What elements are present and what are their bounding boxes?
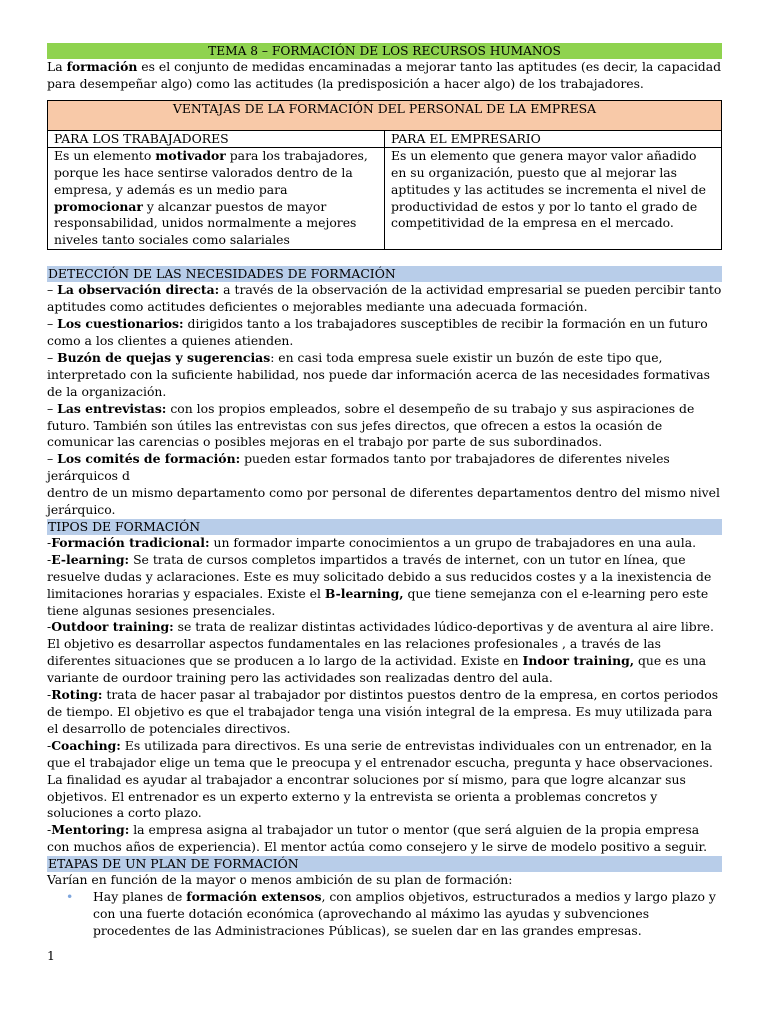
item-text: dirigidos tanto a los trabajadores susceptibles de recibir la formación en un futuro como a los clientes a quienes atienden. [47, 316, 708, 348]
intro-bold: formación [66, 59, 138, 74]
dash: – [47, 316, 58, 332]
dash: - [47, 737, 52, 753]
section-heading-tipos: TIPOS DE FORMACIÓN [47, 519, 722, 535]
item-text: : en casi toda empresa suele existir un buzón de este tipo que, interpretado con la suficiente habilidad, nos puede dar información acerca de las necesidades formativas de la organización. [47, 349, 711, 399]
item-term: E-learning: [51, 551, 130, 567]
tipo-item-elearning [47, 552, 722, 620]
item-term: La observación directa: [57, 282, 220, 298]
item-term: Las entrevistas: [57, 400, 167, 416]
dash: – [47, 400, 58, 416]
item-text: trata de hacer pasar al trabajador por distintos puestos dentro de la empresa, en cortos periodos de tiempo. El objetivo es que el trabajador tenga una visión integral de la empresa. Es muy utilizada para el desarrollo de potenciales directivos. [47, 687, 719, 736]
tipo-item-roting [47, 687, 722, 738]
intro-text: La [47, 59, 67, 74]
item-text: Se trata de cursos completos impartidos a través de internet, con un tutor en línea, que resuelve dudas y aclaraciones. Este es muy solicitado debido a sus reducidos costes y a la inexistencia de limitaciones horarias y espaciales. Existe el [47, 551, 712, 601]
list-item [93, 889, 722, 940]
cell-text: y alcanzar puestos de mayor responsabilidad, unidos normalmente a mejores niveles tanto sociales como salariales [54, 198, 357, 248]
dash: - [47, 687, 52, 703]
item-term: Los cuestionarios: [57, 316, 184, 332]
item-text: pueden estar formados tanto por trabajadores de diferentes niveles jerárquicos d [47, 451, 670, 484]
dash: - [47, 822, 52, 838]
section-heading-etapas: ETAPAS DE UN PLAN DE FORMACIÓN [47, 856, 722, 872]
detection-item-entrevistas [47, 401, 722, 452]
cell-bold: promocionar [54, 198, 143, 214]
tipo-item-coaching [47, 738, 722, 823]
dash: - [47, 534, 52, 550]
dash: - [47, 619, 52, 635]
page-title: TEMA 8 – FORMACIÓN DE LOS RECURSOS HUMANOS [47, 43, 722, 59]
column-header-workers: PARA LOS TRABAJADORES [48, 130, 385, 147]
dash: – [47, 451, 58, 467]
item-text: un formador imparte conocimientos a un grupo de trabajadores en una aula. [209, 534, 697, 550]
cell-text: Es un elemento [54, 147, 156, 163]
workers-cell [48, 147, 385, 249]
page-number: 1 [47, 948, 55, 963]
dash: - [47, 551, 52, 567]
detection-item-observacion [47, 282, 722, 316]
tipo-item-mentoring [47, 822, 722, 856]
detection-item-comites [47, 451, 722, 485]
intro-text: es el conjunto de medidas encaminadas a mejorar tanto las aptitudes (es decir, la capacidad para desempeñar algo) como las actitudes (la predisposición a hacer algo) de los trabajadores. [47, 59, 722, 91]
intro-paragraph [47, 59, 722, 93]
item-term: Outdoor training: [51, 619, 174, 635]
item-term: Los comités de formación: [57, 451, 241, 467]
employer-cell: Es un elemento que genera mayor valor añadido en su organización, puesto que al mejorar las aptitudes y las actitudes se incrementa el nivel de productividad de estos y por lo tanto el grado de competitividad de la empresa en el mercado. [385, 147, 722, 249]
advantages-heading: VENTAJAS DE LA FORMACIÓN DEL PERSONAL DE LA EMPRESA [48, 100, 722, 130]
item-text: Es utilizada para directivos. Es una serie de entrevistas individuales con un entrenador, en la que el trabajador elige un tema que le preocupa y el entrenador escucha, pregunta y hace observaciones. La finalidad es ayudar al trabajador a encontrar soluciones por sí mismo, para que logre alcanzar sus objetivos. El entrenador es un experto externo y la entrevista se orienta a problemas concretos y soluciones a corto plazo. [47, 737, 713, 821]
section-heading-detection: DETECCIÓN DE LAS NECESIDADES DE FORMACIÓN [47, 266, 722, 282]
detection-item-cuestionarios [47, 316, 722, 350]
detection-item-comites-cont: dentro de un mismo departamento como por personal de diferentes departamentos dentro del mismo nivel jerárquico. [47, 485, 720, 518]
etapas-intro: Varían en función de la mayor o menos ambición de su plan de formación: [47, 872, 513, 888]
item-term: Coaching: [51, 737, 121, 753]
advantages-table [47, 100, 722, 250]
dash: – [47, 282, 58, 298]
item-term: Formación tradicional: [51, 534, 210, 550]
item-text: con los propios empleados, sobre el desempeño de su trabajo y sus aspiraciones de futuro. También son útiles las entrevistas con sus jefes directos, que ofrecen a estos la ocasión de comunicar las carencias o posibles mejoras en el trabajo por parte de sus subordinados. [47, 400, 695, 450]
item-text: a través de la observación de la actividad empresarial se pueden percibir tanto aptitudes como actitudes deficientes o mejorables mediante una adecuada formación. [47, 282, 722, 315]
dash: – [47, 349, 58, 365]
cell-text: para los trabajadores, porque les hace sentirse valorados dentro de la empresa, y además es un medio para [54, 147, 368, 197]
cell-bold: motivador [155, 147, 226, 163]
item-text: , con amplios objetivos, estructurados a medios y largo plazo y con una fuerte dotación económica (aprovechando al máximo las ayudas y subvenciones procedentes de las Administraciones Públicas), se suelen dar en las grandes empresas. [93, 889, 716, 938]
item-term: Buzón de quejas y sugerencias [57, 349, 271, 365]
column-header-employer: PARA EL EMPRESARIO [385, 130, 722, 147]
item-term: B-learning, [324, 585, 404, 601]
item-term: Mentoring: [51, 822, 130, 838]
item-text: la empresa asigna al trabajador un tutor o mentor (que será alguien de la propia empresa con muchos años de experiencia). El mentor actúa como consejero y le sirve de modelo positivo a seguir. [47, 822, 708, 855]
item-text: que tiene semejanza con el e-learning pero este tiene algunas sesiones presenciales. [47, 585, 709, 618]
etapas-list [47, 889, 722, 940]
item-term: Roting: [51, 687, 103, 703]
item-term: formación extensos [186, 889, 322, 905]
item-text: que es una variante de ourdoor training pero las actividades son realizadas dentro del aula. [47, 653, 707, 686]
item-text: se trata de realizar distintas actividades lúdico-deportivas y de aventura al aire libre. El objetivo es desarrollar aspectos fundamentales en las relaciones profesionales , a través de las diferentes situaciones que se producen a lo largo de la actividad. Existe en [47, 619, 714, 669]
item-text: Hay planes de [93, 889, 187, 905]
tipo-item-outdoor [47, 619, 722, 687]
detection-item-buzon [47, 350, 722, 401]
tipo-item-tradicional [47, 535, 722, 552]
document-page [47, 43, 722, 940]
item-term: Indoor training, [522, 653, 635, 669]
